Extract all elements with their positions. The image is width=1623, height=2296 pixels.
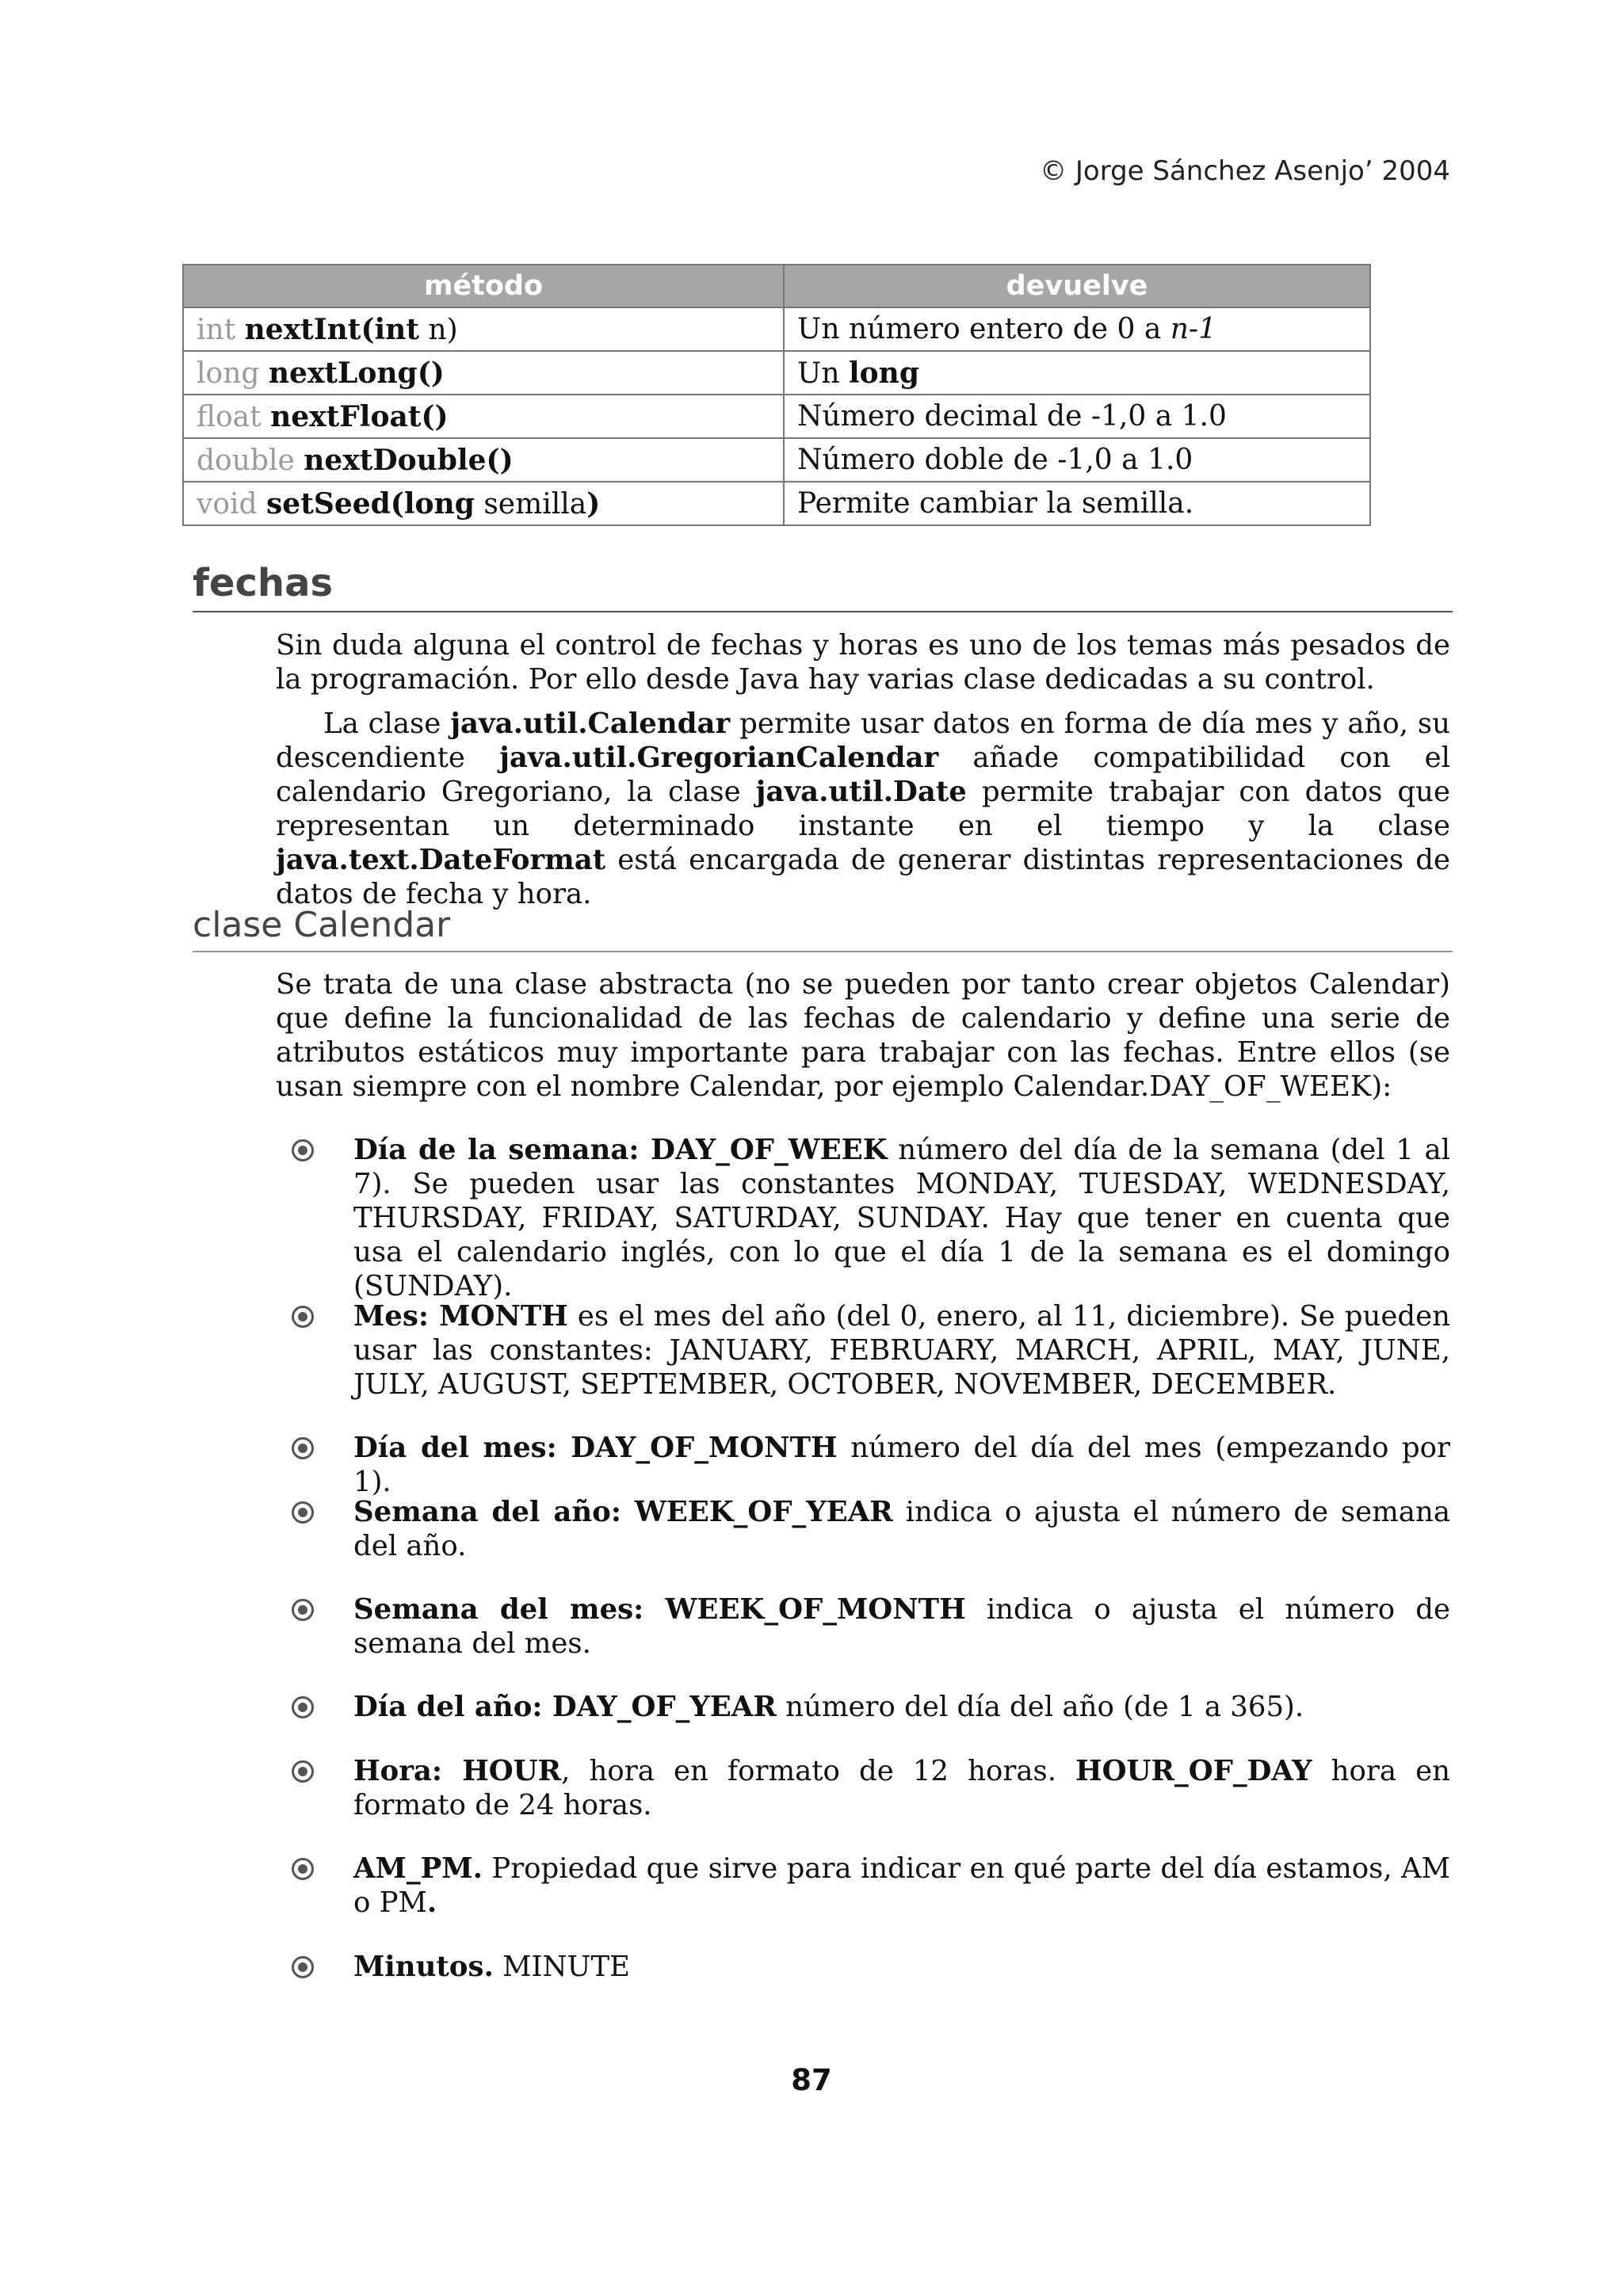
attribute-description: hora en formato de 24 horas. [353,1755,1451,1821]
method-close: ) [586,486,601,521]
section-title-fechas: fechas [193,561,334,605]
table-header-row [183,265,1370,307]
method-name: nextFloat() [270,399,449,433]
list-item [292,1133,1450,1303]
target-bullet-icon [292,1956,314,1978]
returns-cell: Número decimal de -1,0 a 1.0 [784,395,1370,438]
list-item [292,1299,1450,1402]
attribute-description: indica o ajusta el número de semana del mes. [353,1593,1450,1660]
list-item [292,1690,1450,1724]
attribute-description: número del día de la semana (del 1 al 7). Se pueden usar las constantes MONDAY, TUESDAY, WEDNESDAY, THURSDAY, FRIDAY, SATURDAY, SUNDAY. Hay que tener en cuenta que usa el calendario inglés, con lo que el día 1 de la semana es el domingo (SUNDAY). [353,1134,1451,1302]
target-bullet-icon [292,1139,314,1161]
returns-italic: n-1 [1170,313,1217,345]
returns-text: Un número entero de 0 a [797,313,1170,345]
table-row [183,351,1370,395]
text-run: permite usar datos en forma de día mes y año, su descendiente [276,707,1450,774]
method-arg: n) [418,313,458,346]
returns-cell [784,307,1370,351]
list-item [292,1431,1450,1499]
attribute-name: HOUR_OF_DAY [1075,1755,1312,1787]
section-divider [193,611,1453,612]
attribute-description: Propiedad que sirve para indicar en qué parte del día estamos, AM o PM [353,1852,1450,1919]
attribute-description: , hora en formato de 12 horas. [561,1755,1076,1787]
method-name: nextLong() [268,356,445,390]
page-number: 87 [791,2063,832,2097]
method-name: nextDouble() [304,443,514,477]
returns-cell: Permite cambiar la semilla. [784,482,1370,525]
attribute-name: AM_PM. [353,1852,483,1885]
target-bullet-icon [292,1306,314,1328]
attribute-name: Mes: MONTH [353,1300,568,1333]
list-item [292,1592,1450,1661]
return-type: double [197,444,295,477]
attribute-description: número del día del mes (empezando por 1). [353,1432,1450,1498]
return-type: float [197,400,262,433]
section-divider [193,951,1453,952]
returns-cell [784,351,1370,395]
target-bullet-icon [292,1501,314,1524]
target-bullet-icon [292,1760,314,1783]
attribute-description: número del día del año (de 1 a 365). [776,1691,1304,1723]
page-header-copyright: © Jorge Sánchez Asenjo’ 2004 [1040,155,1450,187]
paragraph: Sin duda alguna el control de fechas y horas es uno de los temas más pesados de la programación. Por ello desde Java hay varias clase dedicadas a su control. [276,629,1450,696]
class-name: java.util.Date [755,776,967,808]
return-type: void [197,487,258,521]
target-bullet-icon [292,1696,314,1718]
column-header-devuelve: devuelve [784,265,1370,307]
text-run: La clase [323,707,451,740]
method-cell [183,482,784,525]
attribute-name: Minutos. [353,1951,494,1983]
column-header-metodo: método [183,265,784,307]
list-item [292,1852,1450,1920]
attribute-name: Día de la semana: DAY_OF_WEEK [353,1134,888,1166]
returns-text: Un [797,357,849,390]
table-row [183,395,1370,438]
target-bullet-icon [292,1437,314,1459]
returns-bold: long [848,356,920,390]
method-name: nextInt(int [244,312,419,346]
method-cell [183,438,784,482]
text-run: permite trabajar con datos que representan un determinado instante en el tiempo y la clase [276,776,1450,842]
table-row [183,482,1370,525]
method-cell [183,307,784,351]
methods-table [182,264,1371,526]
list-item [292,1950,1450,1984]
target-bullet-icon [292,1858,314,1880]
paragraph [276,707,1450,911]
method-cell [183,395,784,438]
target-bullet-icon [292,1599,314,1621]
method-arg: semilla [474,487,587,521]
returns-cell: Número doble de -1,0 a 1.0 [784,438,1370,482]
attribute-punctuation: . [426,1886,437,1919]
class-name: java.util.GregorianCalendar [499,742,939,774]
table-row [183,307,1370,351]
attribute-name: Día del mes: DAY_OF_MONTH [353,1432,838,1464]
attribute-name: Semana del año: WEEK_OF_YEAR [353,1496,893,1528]
attribute-name: Semana del mes: WEEK_OF_MONTH [353,1593,966,1626]
text-run: añade compatibilidad con el calendario Gregoriano, la clase [276,742,1451,808]
class-name: java.text.DateFormat [276,844,606,876]
attribute-description: MINUTE [493,1951,631,1983]
method-cell [183,351,784,395]
attribute-description: es el mes del año (del 0, enero, al 11, diciembre). Se pueden usar las constantes: JANUARY, FEBRUARY, MARCH, APRIL, MAY, JUNE, JULY, AUGUST, SEPTEMBER, OCTOBER, NOVEMBER, DECEMBER. [353,1300,1450,1401]
paragraph: Se trata de una clase abstracta (no se pueden por tanto crear objetos Calendar) que define la funcionalidad de las fechas de calendario y define una serie de atributos estáticos muy importante para trabajar con las fechas. Entre ellos (se usan siempre con el nombre Calendar, por ejemplo Calendar.DAY_OF_WEEK): [276,968,1450,1103]
class-name: java.util.Calendar [450,707,731,740]
section-title-clase-calendar: clase Calendar [193,905,451,945]
list-item [292,1754,1450,1822]
text-run: está encargada de generar distintas representaciones de datos de fecha y hora. [276,844,1450,910]
attribute-name: Hora: HOUR [353,1755,562,1787]
attribute-description: indica o ajusta el número de semana del año. [353,1496,1450,1562]
attribute-name: Día del año: DAY_OF_YEAR [353,1691,777,1723]
return-type: long [197,357,260,390]
list-item [292,1495,1450,1563]
return-type: int [197,313,236,346]
table-row [183,438,1370,482]
method-name: setSeed(long [266,486,475,521]
